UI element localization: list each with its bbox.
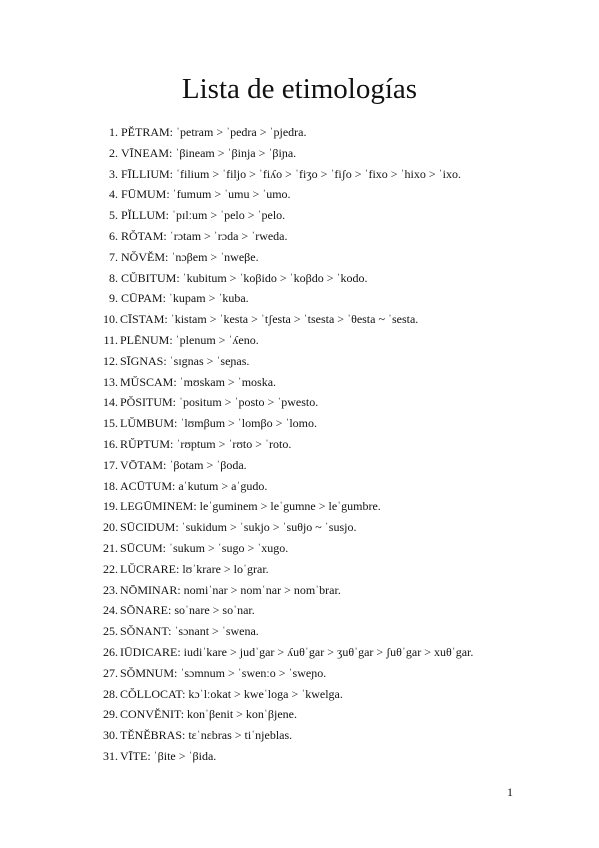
list-item-text: CŬBITUM: ˈkubitum > ˈkoβido > ˈkoβdo > ˈkodo.	[121, 270, 368, 285]
list-item	[0, 621, 599, 642]
list-item-number: 25.	[103, 624, 118, 639]
list-item	[0, 164, 599, 185]
list-item-text: CŎLLOCAT: kɔˈlːokat > kweˈloga > ˈkwelga.	[120, 686, 343, 701]
list-item-text: LŬMBUM: ˈlʊmβum > ˈlomβo > ˈlomo.	[120, 416, 317, 431]
list-item-text: SŎNANT: ˈsɔnant > ˈswena.	[120, 624, 259, 639]
list-item-number: 17.	[103, 457, 118, 472]
list-item-text: SŎMNUM: ˈsɔmnum > ˈswenːo > ˈsweɲo.	[120, 665, 327, 680]
list-item-text: LEGŪMINEM: leˈguminem > leˈgumne > leˈgumbre.	[120, 499, 381, 514]
list-item	[0, 226, 599, 247]
list-item	[0, 413, 599, 434]
list-item-number: 24.	[103, 603, 118, 618]
list-item-text: RŎTAM: ˈrɔtam > ˈrɔda > ˈrweda.	[121, 228, 288, 243]
etymology-list	[0, 122, 599, 767]
list-item-number: 28.	[103, 686, 118, 701]
list-item-text: PLĒNUM: ˈplenum > ˈʎeno.	[120, 332, 259, 347]
list-item-number: 31.	[103, 748, 118, 763]
list-item-number: 9.	[109, 291, 118, 306]
list-item	[0, 184, 599, 205]
list-item-number: 12.	[103, 353, 118, 368]
list-item-number: 15.	[103, 416, 118, 431]
list-item-text: SĪGNAS: ˈsɪgnas > ˈseɲas.	[120, 353, 250, 368]
list-item-number: 20.	[103, 520, 118, 535]
list-item	[0, 600, 599, 621]
list-item	[0, 642, 599, 663]
list-item-text: MŬSCAM: ˈmʊskam > ˈmoska.	[120, 374, 277, 389]
list-item-text: NŎVĔM: ˈnɔβem > ˈnweβe.	[121, 249, 259, 264]
list-item-text: FĪLLIUM: ˈfilium > ˈfiljo > ˈfiʎo > ˈfiʒo > ˈfiʃo > ˈfixo > ˈhixo > ˈixo.	[121, 166, 461, 181]
list-item	[0, 663, 599, 684]
list-item	[0, 330, 599, 351]
list-item	[0, 143, 599, 164]
list-item-number: 3.	[109, 166, 118, 181]
list-item	[0, 684, 599, 705]
list-item	[0, 351, 599, 372]
list-item-number: 29.	[103, 707, 118, 722]
list-item-number: 4.	[109, 187, 118, 202]
list-item	[0, 580, 599, 601]
list-item-text: FŪMUM: ˈfumum > ˈumu > ˈumo.	[121, 187, 291, 202]
list-item-text: CONVĔNIT: konˈβenit > konˈβjene.	[120, 707, 298, 722]
list-item	[0, 372, 599, 393]
list-item	[0, 725, 599, 746]
list-item-text: PĔTRAM: ˈpetram > ˈpedra > ˈpjedra.	[121, 125, 307, 139]
list-item-text: PŎSITUM: ˈpositum > ˈposto > ˈpwesto.	[120, 395, 319, 410]
list-item-text: VŌTAM: ˈβotam > ˈβoda.	[120, 457, 247, 472]
list-item-number: 5.	[109, 208, 118, 223]
list-item	[0, 704, 599, 725]
list-item-number: 11.	[103, 332, 118, 347]
list-item-text: RŬPTUM: ˈrʊptum > ˈrʊto > ˈroto.	[120, 436, 292, 451]
list-item-text: SŌNARE: soˈnare > soˈnar.	[120, 603, 255, 618]
list-item	[0, 496, 599, 517]
list-item-number: 6.	[109, 228, 118, 243]
list-item-text: VĪTE: ˈβite > ˈβida.	[120, 748, 217, 763]
list-item-number: 19.	[103, 499, 118, 514]
list-item	[0, 434, 599, 455]
list-item-text: CĪSTAM: ˈkistam > ˈkesta > ˈtʃesta > ˈtsesta > ˈθesta ~ ˈsesta.	[120, 312, 419, 327]
list-item	[0, 247, 599, 268]
list-item-number: 27.	[103, 665, 118, 680]
list-item-number: 1.	[109, 125, 118, 139]
list-item-text: IŪDICARE: iudiˈkare > judˈgar > ʎuθˈgar > ʒuθˈgar > ʃuθˈgar > xuθˈgar.	[120, 644, 474, 659]
page-title: Lista de etimologías	[181, 73, 418, 105]
list-item-text: SŪCIDUM: ˈsukidum > ˈsukjo > ˈsuθjo ~ ˈsusjo.	[120, 520, 357, 535]
list-item	[0, 517, 599, 538]
list-item	[0, 455, 599, 476]
list-item-number: 22.	[103, 561, 118, 576]
list-item-text: VĪNEAM: ˈβineam > ˈβinja > ˈβiɲa.	[121, 145, 297, 160]
list-item-text: LŬCRARE: lʊˈkrare > loˈgrar.	[120, 561, 269, 576]
list-item-number: 16.	[103, 436, 118, 451]
list-item-text: PĬLLUM: ˈpɪlːum > ˈpelo > ˈpelo.	[121, 208, 286, 223]
list-item	[0, 392, 599, 413]
list-item-text: NŌMINAR: nomiˈnar > nomˈnar > nomˈbrar.	[120, 582, 341, 597]
list-item-number: 21.	[103, 540, 118, 555]
list-item-number: 10.	[103, 312, 118, 327]
list-item-number: 8.	[109, 270, 118, 285]
list-item-number: 30.	[103, 728, 118, 743]
list-item-number: 23.	[103, 582, 118, 597]
list-item-number: 26.	[103, 644, 118, 659]
list-item	[0, 309, 599, 330]
page-number: 1	[507, 785, 513, 799]
list-item-number: 13.	[103, 374, 118, 389]
list-item	[0, 538, 599, 559]
list-item-number: 2.	[109, 145, 118, 160]
list-item-text: TĔNĔBRAS: tɛˈnɛbras > tiˈnjeblas.	[120, 728, 293, 743]
list-item	[0, 476, 599, 497]
list-item	[0, 268, 599, 289]
list-item	[0, 559, 599, 580]
list-item	[0, 122, 599, 143]
list-item	[0, 746, 599, 767]
list-item-number: 18.	[103, 478, 118, 493]
list-item-text: ACŪTUM: aˈkutum > aˈgudo.	[120, 478, 268, 493]
list-item-number: 7.	[109, 249, 118, 264]
list-item-number: 14.	[103, 395, 118, 410]
list-item-text: CŪPAM: ˈkupam > ˈkuba.	[121, 291, 249, 306]
list-item	[0, 205, 599, 226]
list-item-text: SŪCUM: ˈsukum > ˈsugo > ˈxugo.	[120, 540, 289, 555]
list-item	[0, 288, 599, 309]
